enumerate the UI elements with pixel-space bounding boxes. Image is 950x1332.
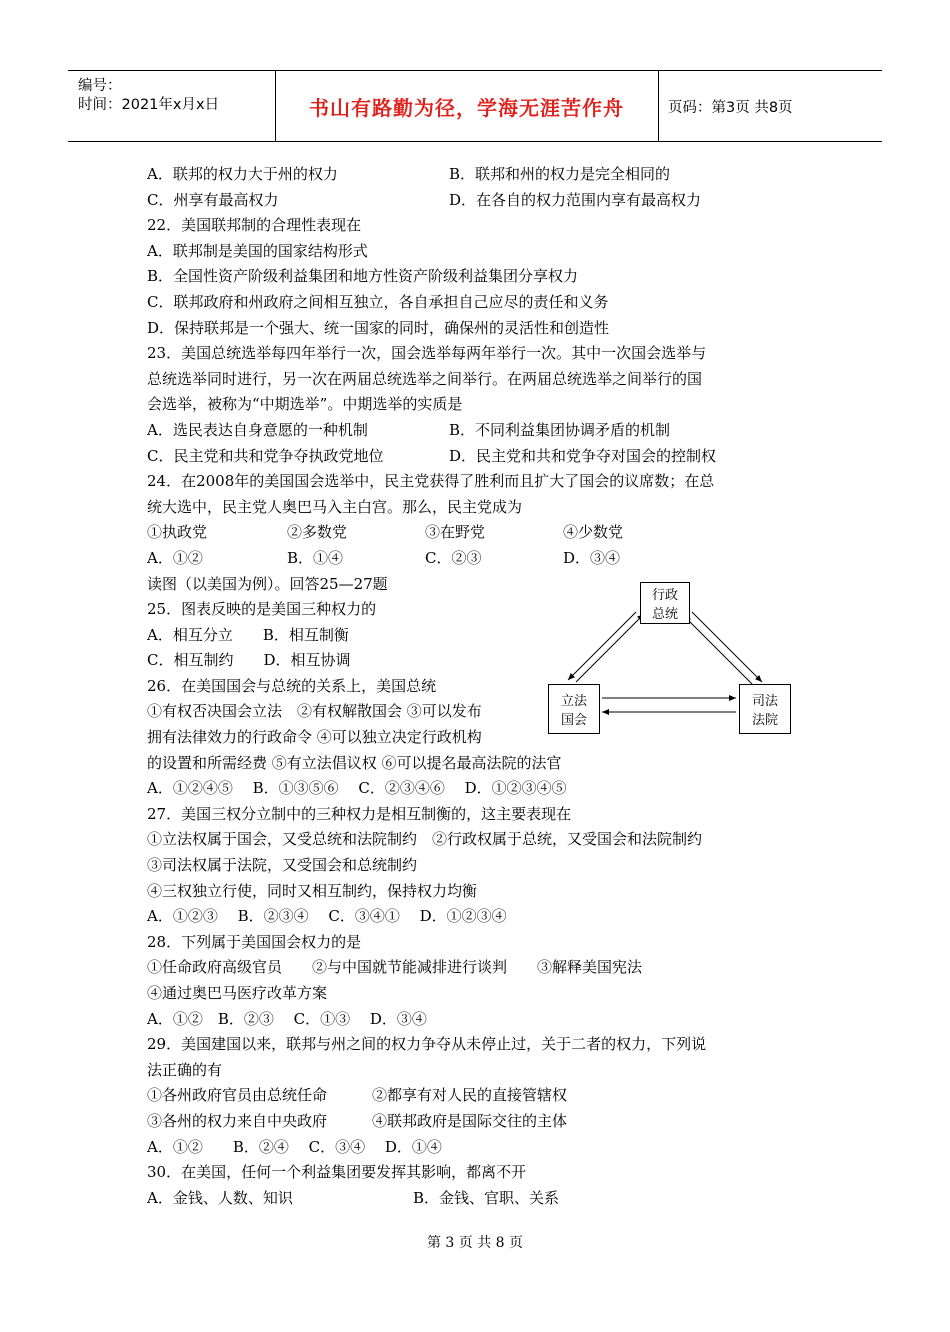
arrow-legislative-to-executive: [576, 614, 644, 682]
question-line: 读图（以美国为例）。回答25—27题: [147, 574, 388, 593]
question-line: ①有权否决国会立法 ②有权解散国会 ③可以发布: [147, 702, 482, 721]
president-label: 总统: [651, 607, 678, 622]
legislative-label: 立法: [560, 694, 587, 709]
question-line: ④三权独立行使，同时又相互制约，保持权力均衡: [147, 881, 478, 900]
question-line: A．①②③ B．②③④ C．③④① D．①②③④: [147, 907, 507, 926]
question-line: [147, 444, 807, 470]
question-line: B．全国性资产阶级利益集团和地方性资产阶级利益集团分享权力: [147, 267, 579, 286]
question-line: 29．美国建国以来，联邦与州之间的权力争夺从未停止过，关于二者的权力，下列说: [147, 1035, 707, 1054]
question-line: 25．图表反映的是美国三种权力的: [147, 600, 377, 619]
arrow-executive-to-legislative: [568, 612, 636, 680]
question-line: A．①②④⑤ B．①③⑤⑥ C．②③④⑥ D．①②③④⑤: [147, 779, 567, 798]
question-line: 拥有法律效力的行政命令 ④可以独立决定行政机构: [147, 728, 482, 747]
question-line: [147, 162, 807, 188]
motto-text: 书山有路勤为径，学海无涯苦作舟: [309, 95, 624, 120]
question-line: ④通过奥巴马医疗改革方案: [147, 984, 328, 1002]
question-line: 27．美国三权分立制中的三种权力是相互制衡的，这主要表现在: [147, 804, 572, 823]
option-text: D．民主党和共和党争夺对国会的控制权: [449, 446, 717, 465]
document-number-label: 编号：: [78, 78, 122, 94]
question-line: C．联邦政府和州政府之间相互独立，各自承担自己应尽的责任和义务: [147, 292, 609, 311]
question-line: C．相互制约 D．相互协调: [147, 651, 351, 670]
question-line: 统大选中，民主党人奥巴马入主白宫。那么，民主党成为: [147, 497, 523, 516]
question-line: 28．下列属于美国国会权力的是: [147, 932, 362, 951]
executive-box: [640, 582, 690, 624]
question-line: 24．在2008年的美国国会选举中，民主党获得了胜利而且扩大了国会的议席数；在总: [147, 472, 715, 491]
question-line: 26．在美国国会与总统的关系上，美国总统: [147, 676, 437, 695]
option-text: ④少数党: [563, 523, 624, 542]
arrow-executive-to-judicial: [692, 612, 762, 682]
question-line: 法正确的有: [147, 1060, 223, 1079]
option-text: D．在各自的权力范围内享有最高权力: [449, 190, 702, 209]
executive-label: 行政: [651, 588, 678, 603]
question-line: ①各州政府官员由总统任命 ②都享有对人民的直接管辖权: [147, 1086, 568, 1105]
question-line: A．相互分立 B．相互制衡: [147, 625, 349, 644]
question-line: ③司法权属于法院，又受国会和总统制约: [147, 856, 418, 875]
question-line: [147, 520, 807, 546]
judicial-box: [739, 684, 791, 734]
question-line: ①立法权属于国会，又受总统和法院制约 ②行政权属于总统，又受国会和法院制约: [147, 830, 703, 849]
option-text: ①执政党: [147, 523, 208, 542]
option-text: ③在野党: [425, 523, 486, 542]
option-text: B．金钱、官职、关系: [413, 1188, 560, 1207]
option-text: A．金钱、人数、知识: [147, 1188, 293, 1207]
question-line: A．联邦制是美国的国家结构形式: [147, 241, 368, 260]
question-line: A．①② B．②③ C．①③ D．③④: [147, 1009, 427, 1028]
question-line: [147, 418, 807, 444]
legislative-box: [548, 684, 600, 734]
option-text: D．③④: [563, 548, 621, 567]
arrow-judicial-to-executive: [684, 616, 752, 684]
page-header: [68, 70, 882, 142]
option-text: A．①②: [147, 548, 203, 567]
question-line: 23．美国总统选举每四年举行一次，国会选举每两年举行一次。其中一次国会选举与: [147, 344, 707, 363]
question-line: [147, 546, 807, 572]
question-line: ③各州的权力来自中央政府 ④联邦政府是国际交往的主体: [147, 1111, 568, 1130]
question-line: 22．美国联邦制的合理性表现在: [147, 216, 362, 235]
question-line: 总统选举同时进行，另一次在两届总统选举之间举行。在两届总统选举之间举行的国: [147, 369, 703, 388]
option-text: C．州享有最高权力: [147, 190, 279, 209]
separation-of-powers-diagram: [546, 578, 796, 738]
document-time-label: 时间：2021年x月x日: [78, 97, 220, 113]
option-text: B．不同利益集团协调矛盾的机制: [449, 420, 671, 439]
header-motto-cell: [275, 71, 659, 141]
option-text: A．联邦的权力大于州的权力: [147, 165, 338, 183]
question-line: 会选举，被称为“中期选举”。中期选举的实质是: [147, 395, 463, 414]
question-line: 30．在美国，任何一个利益集团要发挥其影响，都离不开: [147, 1163, 527, 1182]
question-line: A．①② B．②④ C．③④ D．①④: [147, 1137, 442, 1156]
question-line: [147, 1186, 807, 1212]
header-page-cell: [658, 71, 882, 141]
page-footer: 第 3 页 共 8 页: [426, 1235, 524, 1251]
page-number-label: 页码：第3页 共8页: [668, 99, 793, 116]
question-line: 的设置和所需经费 ⑤有立法倡议权 ⑥可以提名最高法院的法官: [147, 753, 562, 772]
congress-label: 国会: [560, 713, 587, 728]
court-label: 法院: [751, 713, 778, 728]
option-text: C．②③: [425, 548, 482, 567]
question-line: D．保持联邦是一个强大、统一国家的同时，确保州的灵活性和创造性: [147, 318, 610, 337]
question-line: ①任命政府高级官员 ②与中国就节能减排进行谈判 ③解释美国宪法: [147, 958, 643, 977]
option-text: ②多数党: [287, 523, 348, 542]
option-text: A．选民表达自身意愿的一种机制: [147, 420, 368, 439]
judicial-label: 司法: [751, 694, 778, 709]
option-text: B．①④: [287, 548, 344, 567]
option-text: C．民主党和共和党争夺执政党地位: [147, 446, 384, 465]
question-line: [147, 188, 807, 214]
option-text: B．联邦和州的权力是完全相同的: [449, 165, 671, 183]
header-info-cell: [68, 71, 276, 141]
